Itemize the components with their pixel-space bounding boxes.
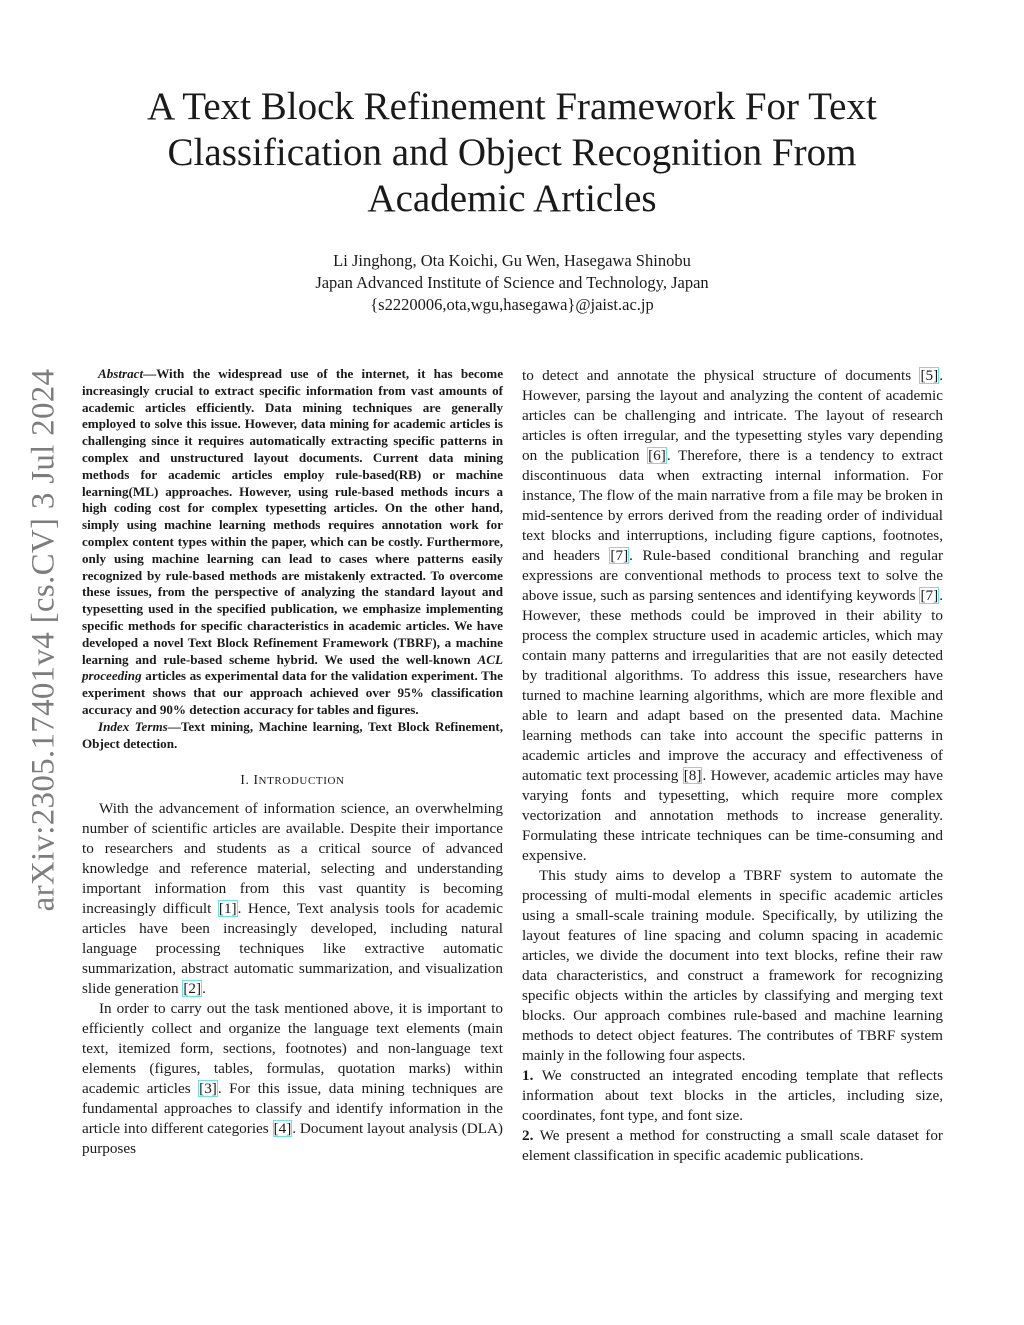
arxiv-stamp-text: arXiv:2305.17401v4 [cs.CV] 3 Jul 2024 bbox=[25, 368, 62, 912]
contribution-item-1 bbox=[522, 1066, 943, 1126]
title-line-2: Classification and Object Recognition From bbox=[167, 131, 857, 174]
section-numeral: I. bbox=[240, 772, 254, 788]
author-block bbox=[200, 250, 824, 316]
citation-link[interactable]: [4] bbox=[273, 1120, 292, 1138]
text-run: . Therefore, there is a tendency to extract discontinuous data when extracting internal information. For instance, The flow of the main narrative from a file may be broken in mid-sentence by errors derived from the reading order of individual text blocks and interruptions, including figure captions, footnotes, and headers bbox=[522, 447, 943, 564]
right-column bbox=[522, 366, 943, 1166]
citation-link[interactable]: [8] bbox=[683, 767, 702, 784]
intro-paragraph-4: This study aims to develop a TBRF system to automate the processing of multi-modal elements in specific academic articles using a small-scale training module. Specifically, by utilizing the layout features of line spacing and column spacing in academic articles, we divide the document into text blocks, refine their raw data characteristics, and construct a framework for recognizing specific objects within the articles by classifying and merging text blocks. Our approach combines rule-based and machine learning methods to detect object features. The contributes of TBRF system mainly in the following four aspects. bbox=[522, 867, 943, 1064]
author-names: Li Jinghong, Ota Koichi, Gu Wen, Hasegawa Shinobu bbox=[333, 251, 691, 270]
abstract-emphasis: ACL proceeding bbox=[82, 651, 503, 684]
citation-link[interactable]: [7] bbox=[920, 587, 939, 604]
text-run: In order to carry out the task mentioned above, it is important to efficiently collect and organize the language text elements (main text, itemized form, sections, footnotes) and non-language text elements (figures, tables, formulas, quotation marks) within academic articles bbox=[82, 1000, 503, 1098]
intro-paragraph-3 bbox=[522, 366, 943, 866]
citation-link[interactable]: [3] bbox=[199, 1080, 217, 1098]
text-run: We present a method for constructing a small scale dataset for element classification in specific academic publications. bbox=[522, 1127, 943, 1164]
citation-link[interactable]: [6] bbox=[648, 447, 666, 464]
citation-link[interactable]: [2] bbox=[183, 980, 202, 998]
citation-link[interactable]: [5] bbox=[920, 367, 939, 384]
text-run: . However, these methods could be improved in their ability to process the complex structure used in academic articles, which may contain many patterns and irregularities that are not easily detected by traditional algorithms. To address this issue, researchers have turned to machine learning algorithms, which are more flexible and able to learn and adapt based on the presented data. Machine learning methods can take into account the specific patterns in academic articles and improve the accuracy and effectiveness of automatic text processing bbox=[522, 587, 943, 784]
text-run: . However, parsing the layout and analyzing the content of academic articles can be challenging and intricate. The layout of research articles is often irregular, and the typesetting styles vary depending on the publication bbox=[522, 367, 943, 464]
paper-title bbox=[90, 84, 934, 222]
left-column bbox=[82, 366, 503, 1159]
contribution-item-2 bbox=[522, 1126, 943, 1166]
item-number: 1. bbox=[522, 1067, 534, 1084]
author-affiliation: Japan Advanced Institute of Science and Technology, Japan bbox=[315, 273, 709, 292]
text-run: . bbox=[202, 980, 206, 998]
text-run: . For this issue, data mining techniques are fundamental approaches to classify and identify information in the article into different categories bbox=[82, 1080, 504, 1138]
title-line-1: A Text Block Refinement Framework For Text bbox=[147, 85, 877, 128]
index-terms bbox=[82, 719, 503, 753]
abstract-text-1: —With the widespread use of the internet, it has become increasingly crucial to extract specific information from vast amounts of academic articles efficiently. Data mining techniques are generally employed to solve this issue. However, data mining for academic articles is challenging since it requires automatically extracting specific patterns in complex and unstructured layout documents. Current data mining methods for academic articles employ rule-based(RB) or machine learning(ML) approaches. However, using rule-based methods incurs a high coding cost for complex typesetting articles. On the other hand, simply using machine learning methods requires annotation work for complex content types within the paper, which can be costly. Furthermore, only using machine learning can lead to cases where patterns easily recognized by rule-based methods are mistakenly extracted. To overcome these issues, from the perspective of analyzing the standard layout and typesetting used in the specified publication, we emphasize implementing specific methods for specific characteristics in academic articles. We have developed a novel Text Block Refinement Framework (TBRF), a machine learning and rule-based scheme hybrid. We used the well-known bbox=[82, 366, 503, 667]
author-emails: {s2220006,ota,wgu,hasegawa}@jaist.ac.jp bbox=[370, 295, 654, 314]
citation-link[interactable]: [1] bbox=[218, 900, 237, 918]
intro-paragraph-1 bbox=[82, 799, 503, 999]
intro-paragraph-2 bbox=[82, 999, 503, 1159]
text-run: . Hence, Text analysis tools for academic articles have been increasingly developed, including natural language processing techniques like extractive automatic summarization, abstract automatic summarization, and visualization slide generation bbox=[82, 900, 504, 998]
index-terms-text: —Text mining, Machine learning, Text Block Refinement, Object detection. bbox=[82, 718, 503, 751]
abstract bbox=[82, 366, 503, 719]
index-terms-label: Index Terms bbox=[98, 718, 168, 734]
citation-link[interactable]: [7] bbox=[610, 547, 629, 564]
section-cap: I bbox=[253, 772, 259, 788]
item-number: 2. bbox=[522, 1127, 534, 1144]
text-run: . Rule-based conditional branching and regular expressions are conventional methods to process text to solve the above issue, such as parsing sentences and identifying keywords bbox=[522, 547, 944, 604]
text-run: to detect and annotate the physical structure of documents bbox=[522, 367, 920, 384]
abstract-label: Abstract bbox=[98, 366, 144, 381]
title-line-3: Academic Articles bbox=[367, 177, 657, 220]
text-run: We constructed an integrated encoding template that reflects information about text blocks in the articles, including size, coordinates, font type, and font size. bbox=[522, 1067, 943, 1124]
text-run: . However, academic articles may have varying fonts and typesetting, which require more complex vectorization and annotation methods to increase generality. Formulating these intricate techniques can be time-consuming and expensive. bbox=[522, 767, 943, 864]
section-heading-introduction bbox=[82, 772, 503, 789]
abstract-text-2: articles as experimental data for the validation experiment. The experiment shows that our approach achieved over 95% classification accuracy and 90% detection accuracy for tables and figures. bbox=[82, 668, 503, 717]
text-run: . Document layout analysis (DLA) purposes bbox=[82, 1120, 503, 1158]
section-rest: NTRODUCTION bbox=[258, 775, 345, 788]
text-run: With the advancement of information science, an overwhelming number of scientific articles are available. Despite their importance to researchers and students as a critical source of advanced knowledge and reference material, selecting and understanding important information from this vast quantity is becoming increasingly difficult bbox=[82, 800, 503, 918]
